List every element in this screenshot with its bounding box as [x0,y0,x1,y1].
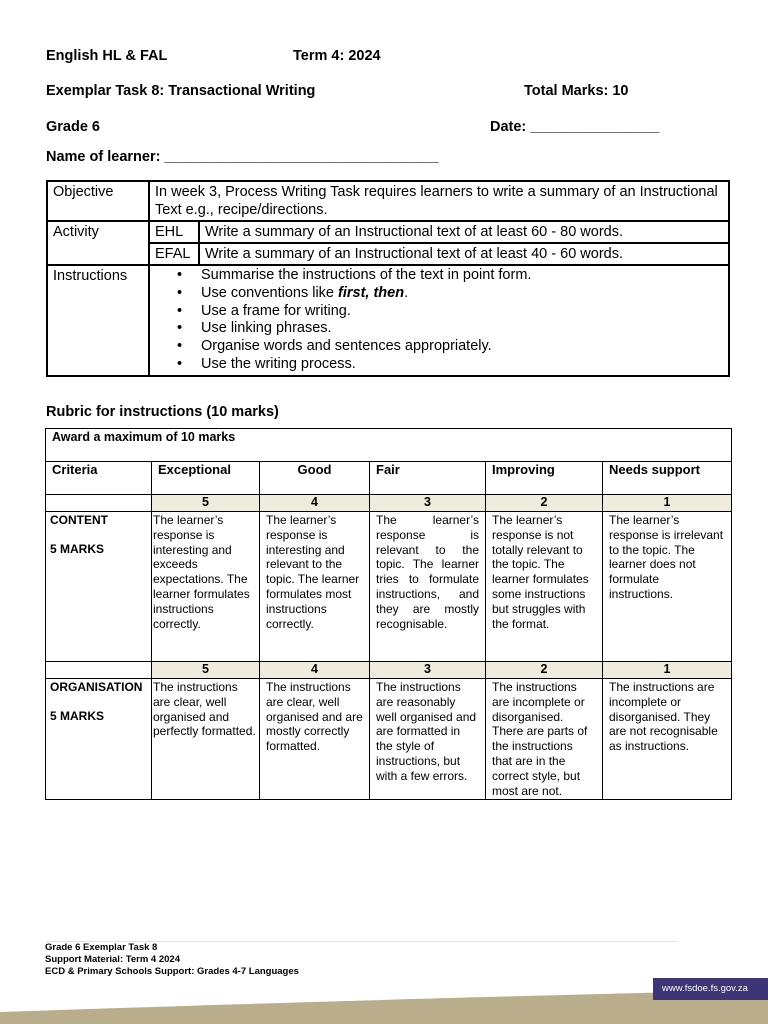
footer-line-2: Support Material: Term 4 2024 [45,954,180,965]
objective-row [47,181,729,221]
organisation-exceptional: The instructions are clear, well organised and perfectly formatted. [152,679,260,800]
organisation-label: ORGANISATION [50,680,143,694]
score-4: 4 [260,495,370,512]
instruction-item: • Summarise the instructions of the text in point form. [155,267,723,285]
organisation-score-row [46,662,732,679]
instruction-item: • Use the writing process. [155,356,723,374]
instructions-row [47,265,729,376]
activity-ehl-row [47,221,729,243]
score-3: 3 [370,662,486,679]
content-improving: The learner’s response is not totally relevant to the topic. The learner formulates some instructions but struggles with the format. [486,512,603,662]
task-heading: Exemplar Task 8: Transactional Writing [46,83,316,99]
footer-url[interactable]: www.fsdoe.fs.gov.za [662,983,748,994]
instruction-item: • Use a frame for writing. [155,303,723,321]
header-good: Good [260,462,370,495]
organisation-fair: The instructions are reasonably well organised and are formatted in the style of instructions, but with a few errors. [370,679,486,800]
score-5: 5 [152,662,260,679]
content-label: CONTENT [50,513,108,527]
date-field: Date: ________________ [490,119,660,135]
instructions-list [155,267,723,374]
footer-line-3: ECD & Primary Schools Support: Grades 4-7 Languages [45,966,299,977]
instruction-conventions-end: . [404,284,409,301]
score-blank [46,495,152,512]
ehl-label: EHL [149,221,199,243]
instruction-item: • Organise words and sentences appropriately. [155,338,723,356]
instructions-cell [149,265,729,376]
rubric-table [45,428,732,800]
content-marks: 5 MARKS [50,541,105,556]
total-marks: Total Marks: 10 [524,83,629,99]
organisation-improving: The instructions are incomplete or disorganised. There are parts of the instructions that are in the correct style, but most are not. [486,679,603,800]
grade-heading: Grade 6 [46,119,100,135]
efal-label: EFAL [149,243,199,265]
content-row [46,512,732,662]
instruction-conventions-text: Use conventions like [201,284,339,301]
subject-heading: English HL & FAL [46,48,168,64]
instruction-item: • Use linking phrases. [155,320,723,338]
instruction-conventions-emphasis: first, then [338,284,405,301]
score-2: 2 [486,662,603,679]
award-text: Award a maximum of 10 marks [46,429,732,462]
header-exceptional: Exceptional [152,462,260,495]
organisation-needs-support: The instructions are incomplete or disorganised. They are not recognisable as instructions. [603,679,732,800]
organisation-good: The instructions are clear, well organised and are mostly correctly formatted. [260,679,370,800]
content-score-row [46,495,732,512]
header-fair: Fair [370,462,486,495]
score-1: 1 [603,495,732,512]
activity-efal-row [47,243,729,265]
score-5: 5 [152,495,260,512]
efal-text: Write a summary of an Instructional text of at least 40 - 60 words. [199,243,729,265]
award-row [46,429,732,462]
learner-name-field: Name of learner: __________________________________ [46,149,439,165]
organisation-criteria [46,679,152,800]
term-heading: Term 4: 2024 [293,48,381,64]
objective-label: Objective [47,181,149,221]
score-blank [46,662,152,679]
content-exceptional: The learner’s response is interesting and exceeds expectations. The learner formulates instructions correctly. [152,512,260,662]
rubric-title: Rubric for instructions (10 marks) [46,404,279,420]
score-1: 1 [603,662,732,679]
content-good: The learner’s response is interesting and relevant to the topic. The learner formulates most instructions correctly. [260,512,370,662]
header-criteria: Criteria [46,462,152,495]
objective-table [46,180,730,377]
footer-url-band [653,978,768,1000]
instruction-item-conventions [155,285,723,303]
score-4: 4 [260,662,370,679]
organisation-marks: 5 MARKS [50,708,105,723]
criteria-header-row [46,462,732,495]
footer-line-1: Grade 6 Exemplar Task 8 [45,942,158,953]
objective-text: In week 3, Process Writing Task requires learners to write a summary of an Instructional Text e.g., recipe/directions. [149,181,729,221]
organisation-row [46,679,732,800]
content-fair: The learner’s response is relevant to the topic. The learner tries to formulate instructions, and they are mostly recognisable. [370,512,486,662]
ehl-text: Write a summary of an Instructional text of at least 60 - 80 words. [199,221,729,243]
score-3: 3 [370,495,486,512]
content-needs-support: The learner’s response is irrelevant to the topic. The learner does not formulate instructions. [603,512,732,662]
header-improving: Improving [486,462,603,495]
activity-label: Activity [47,221,149,265]
score-2: 2 [486,495,603,512]
instructions-label: Instructions [47,265,149,376]
header-needs-support: Needs support [603,462,732,495]
content-criteria [46,512,152,662]
